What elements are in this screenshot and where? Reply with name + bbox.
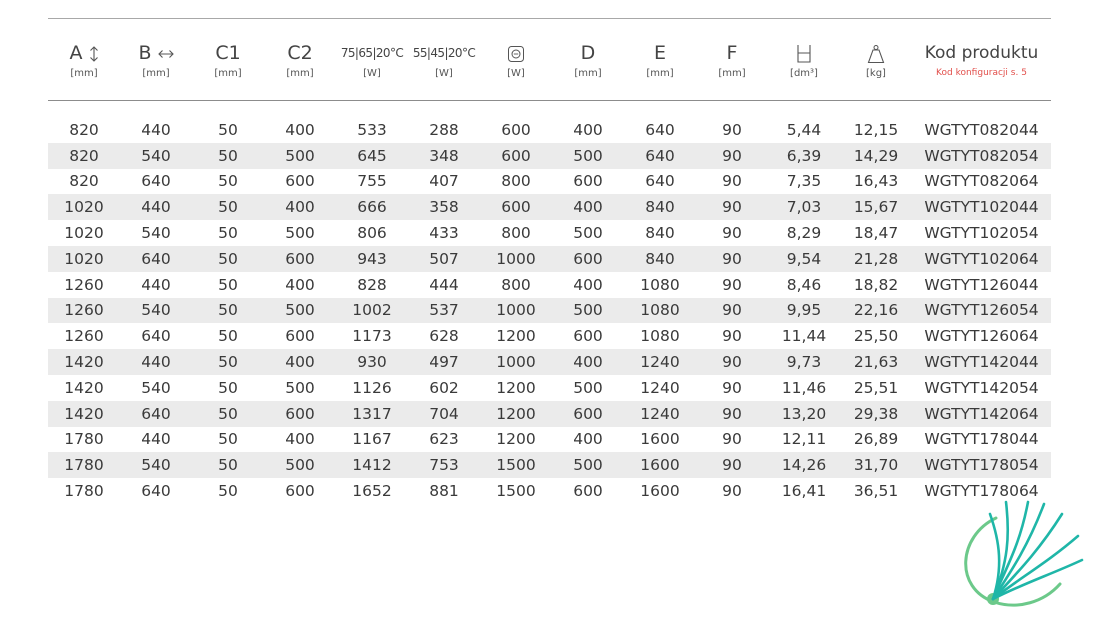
- col-header-power-75-unit: [W]: [363, 68, 381, 79]
- table-cell: 13,20: [768, 401, 840, 427]
- table-cell: 444: [429, 275, 459, 294]
- table-row: [48, 323, 1051, 349]
- col-header-volume: [768, 40, 840, 101]
- col-header-c1-unit: [mm]: [214, 68, 242, 79]
- table-cell: 288: [429, 120, 459, 139]
- col-header-c2-label: C2: [287, 42, 313, 64]
- table-cell: 1652: [352, 482, 392, 501]
- table-cell: 500: [573, 378, 603, 397]
- table-cell: 400: [264, 349, 336, 375]
- table-cell: 507: [408, 246, 480, 272]
- table-cell: 1080: [640, 327, 680, 346]
- table-cell: 400: [573, 120, 603, 139]
- table-cell: 800: [501, 275, 531, 294]
- table-cell: 25,50: [853, 327, 899, 346]
- col-header-weight: [840, 40, 912, 101]
- table-cell: 1317: [336, 401, 408, 427]
- col-header-power-75-label: 75|65|20°C: [340, 46, 404, 60]
- col-header-power-55-unit: [W]: [435, 68, 453, 79]
- table-cell: 640: [141, 482, 171, 501]
- table-cell: WGTYT126054: [912, 298, 1051, 324]
- col-header-power-75: [336, 40, 408, 101]
- col-header-b-label: B: [138, 42, 152, 64]
- table-cell: 806: [357, 224, 387, 243]
- table-cell: 1200: [496, 378, 536, 397]
- table-cell: 90: [722, 430, 742, 449]
- table-cell: 50: [218, 275, 238, 294]
- table-cell: 600: [264, 401, 336, 427]
- table-cell: WGTYT102064: [912, 246, 1051, 272]
- table-cell: 90: [722, 378, 742, 397]
- col-header-power-55: [408, 40, 480, 101]
- col-header-b: [120, 40, 192, 101]
- table-cell: 50: [218, 120, 238, 139]
- product-dimensions-table: [48, 40, 1051, 504]
- table-cell: 1000: [480, 246, 552, 272]
- table-cell: WGTYT102054: [924, 224, 1039, 243]
- table-row: [48, 452, 1051, 478]
- table-cell: 22,16: [840, 298, 912, 324]
- col-header-e-unit: [mm]: [646, 68, 674, 79]
- table-cell: 12,11: [781, 430, 827, 449]
- table-cell: 400: [264, 194, 336, 220]
- table-cell: 840: [645, 224, 675, 243]
- table-cell: 400: [552, 194, 624, 220]
- updown-arrow-icon: [89, 46, 99, 62]
- col-header-d-label: D: [580, 42, 596, 64]
- table-cell: 820: [69, 120, 99, 139]
- table-cell: 640: [624, 143, 696, 169]
- table-row: [48, 375, 1051, 401]
- table-cell: 400: [285, 275, 315, 294]
- table-cell: 600: [480, 194, 552, 220]
- col-header-e: [624, 40, 696, 101]
- table-cell: 640: [141, 327, 171, 346]
- table-cell: 500: [285, 378, 315, 397]
- table-cell: 628: [429, 327, 459, 346]
- table-cell: 500: [573, 224, 603, 243]
- col-header-heater: [480, 40, 552, 101]
- table-cell: 8,29: [786, 224, 822, 243]
- table-cell: 50: [192, 246, 264, 272]
- table-cell: 433: [429, 224, 459, 243]
- table-cell: 5,44: [786, 120, 822, 139]
- table-cell: 1420: [48, 349, 120, 375]
- table-cell: 640: [120, 246, 192, 272]
- table-cell: 50: [218, 482, 238, 501]
- table-cell: 828: [357, 275, 387, 294]
- table-row: [48, 349, 1051, 375]
- table-cell: 753: [408, 452, 480, 478]
- top-rule: [48, 18, 1051, 19]
- table-cell: 600: [501, 120, 531, 139]
- table-cell: 1080: [624, 298, 696, 324]
- table-row: [48, 169, 1051, 195]
- table-row: [48, 298, 1051, 324]
- table-cell: 26,89: [853, 430, 899, 449]
- table-cell: 840: [624, 246, 696, 272]
- table-cell: 348: [408, 143, 480, 169]
- col-header-e-label: E: [653, 42, 666, 64]
- col-header-c2: [264, 40, 336, 101]
- table-cell: 800: [501, 172, 531, 191]
- table-cell: WGTYT102044: [912, 194, 1051, 220]
- table-cell: 25,51: [853, 378, 899, 397]
- table-cell: 90: [722, 275, 742, 294]
- table-cell: 600: [552, 246, 624, 272]
- table-cell: 50: [218, 430, 238, 449]
- table-cell: 90: [722, 120, 742, 139]
- table-cell: 600: [552, 401, 624, 427]
- table-cell: 500: [552, 298, 624, 324]
- table-cell: 640: [141, 172, 171, 191]
- table-cell: 1200: [496, 327, 536, 346]
- table-cell: 90: [722, 327, 742, 346]
- table-cell: 440: [120, 194, 192, 220]
- table-cell: 36,51: [853, 482, 899, 501]
- table-cell: 11,44: [781, 327, 827, 346]
- table-cell: 930: [336, 349, 408, 375]
- table-cell: 18,47: [853, 224, 899, 243]
- table-cell: 440: [120, 349, 192, 375]
- table-cell: 500: [264, 298, 336, 324]
- table-cell: 50: [218, 172, 238, 191]
- table-cell: 600: [573, 327, 603, 346]
- table-cell: 540: [120, 143, 192, 169]
- col-header-power-55-label: 55|45|20°C: [412, 46, 476, 60]
- table-cell: WGTYT082044: [924, 120, 1039, 139]
- table-row: [48, 143, 1051, 169]
- table-cell: 1240: [640, 378, 680, 397]
- table-cell: 704: [408, 401, 480, 427]
- table-cell: 1200: [496, 430, 536, 449]
- col-header-f-label: F: [726, 42, 738, 64]
- table-cell: 90: [696, 349, 768, 375]
- col-header-c1-label: C1: [215, 42, 241, 64]
- table-cell: 90: [722, 224, 742, 243]
- table-cell: WGTYT142054: [924, 378, 1039, 397]
- table-cell: 90: [696, 298, 768, 324]
- product-table-container: [48, 40, 1051, 504]
- table-cell: 600: [573, 482, 603, 501]
- table-cell: 1020: [48, 246, 120, 272]
- table-cell: 1780: [64, 430, 104, 449]
- table-row: [48, 194, 1051, 220]
- table-cell: 943: [336, 246, 408, 272]
- table-cell: 50: [218, 224, 238, 243]
- table-cell: 440: [141, 430, 171, 449]
- table-row: [48, 117, 1051, 143]
- col-header-c2-unit: [mm]: [286, 68, 314, 79]
- table-cell: 50: [192, 194, 264, 220]
- col-header-b-unit: [mm]: [142, 68, 170, 79]
- col-header-heater-unit: [W]: [507, 68, 525, 79]
- table-cell: 600: [285, 172, 315, 191]
- table-cell: WGTYT126064: [924, 327, 1039, 346]
- header-spacer: [48, 101, 1051, 118]
- table-cell: 7,35: [786, 172, 822, 191]
- table-cell: 1240: [624, 401, 696, 427]
- table-cell: 12,15: [853, 120, 899, 139]
- table-cell: 1260: [48, 298, 120, 324]
- table-cell: 1412: [336, 452, 408, 478]
- table-row: [48, 272, 1051, 298]
- table-cell: WGTYT178044: [924, 430, 1039, 449]
- col-header-f-unit: [mm]: [718, 68, 746, 79]
- table-cell: 9,54: [768, 246, 840, 272]
- table-cell: 840: [624, 194, 696, 220]
- table-cell: 600: [480, 143, 552, 169]
- table-cell: WGTYT082054: [912, 143, 1051, 169]
- table-cell: 400: [573, 275, 603, 294]
- table-cell: 1002: [336, 298, 408, 324]
- table-cell: WGTYT142064: [912, 401, 1051, 427]
- table-cell: 18,82: [853, 275, 899, 294]
- table-cell: 820: [69, 172, 99, 191]
- table-cell: 1600: [640, 430, 680, 449]
- table-cell: 540: [141, 224, 171, 243]
- table-cell: 640: [645, 120, 675, 139]
- table-cell: 358: [408, 194, 480, 220]
- table-body: [48, 101, 1051, 504]
- col-header-d-unit: [mm]: [574, 68, 602, 79]
- table-cell: 90: [696, 401, 768, 427]
- col-header-f: [696, 40, 768, 101]
- table-cell: 1600: [624, 452, 696, 478]
- table-cell: 1260: [64, 327, 104, 346]
- table-cell: 1500: [480, 452, 552, 478]
- table-cell: 600: [285, 482, 315, 501]
- table-cell: 1780: [64, 482, 104, 501]
- table-row: [48, 427, 1051, 453]
- table-cell: 1167: [352, 430, 392, 449]
- table-cell: 440: [141, 275, 171, 294]
- table-cell: 1260: [64, 275, 104, 294]
- table-cell: 400: [552, 349, 624, 375]
- table-cell: 500: [552, 143, 624, 169]
- table-cell: 21,63: [840, 349, 912, 375]
- table-cell: 90: [696, 143, 768, 169]
- table-cell: 600: [264, 246, 336, 272]
- table-cell: 400: [285, 120, 315, 139]
- table-cell: 820: [48, 143, 120, 169]
- table-cell: 21,28: [840, 246, 912, 272]
- col-header-product-code: [912, 40, 1051, 101]
- table-cell: WGTYT126044: [924, 275, 1039, 294]
- table-cell: 8,46: [786, 275, 822, 294]
- table-cell: 9,95: [768, 298, 840, 324]
- table-cell: WGTYT142044: [912, 349, 1051, 375]
- brand-logo: [948, 484, 1088, 614]
- table-cell: 1126: [352, 378, 392, 397]
- table-cell: 533: [357, 120, 387, 139]
- table-row: [48, 401, 1051, 427]
- table-cell: 640: [645, 172, 675, 191]
- table-cell: 1000: [480, 349, 552, 375]
- table-cell: 14,26: [768, 452, 840, 478]
- table-cell: 1420: [48, 401, 120, 427]
- table-cell: WGTYT178054: [912, 452, 1051, 478]
- table-cell: 407: [429, 172, 459, 191]
- table-cell: 1020: [48, 194, 120, 220]
- table-cell: 14,29: [840, 143, 912, 169]
- table-cell: 1000: [480, 298, 552, 324]
- table-cell: 50: [218, 378, 238, 397]
- col-header-d: [552, 40, 624, 101]
- col-header-c1: [192, 40, 264, 101]
- table-cell: 623: [429, 430, 459, 449]
- table-cell: 50: [192, 401, 264, 427]
- table-cell: 6,39: [768, 143, 840, 169]
- table-cell: 500: [552, 452, 624, 478]
- table-cell: 9,73: [768, 349, 840, 375]
- table-row: [48, 220, 1051, 246]
- table-cell: 600: [285, 327, 315, 346]
- table-cell: 602: [429, 378, 459, 397]
- table-cell: 31,70: [840, 452, 912, 478]
- table-cell: 600: [573, 172, 603, 191]
- table-cell: 16,43: [853, 172, 899, 191]
- table-cell: 90: [696, 246, 768, 272]
- table-cell: 90: [696, 452, 768, 478]
- table-cell: 50: [192, 143, 264, 169]
- table-cell: 50: [218, 327, 238, 346]
- table-cell: 500: [285, 224, 315, 243]
- table-header-row: [48, 40, 1051, 101]
- col-header-product-code-sub: Kod konfiguracji s. 5: [936, 68, 1027, 78]
- table-cell: 7,03: [768, 194, 840, 220]
- table-cell: 640: [120, 401, 192, 427]
- table-cell: 540: [141, 378, 171, 397]
- table-cell: 537: [408, 298, 480, 324]
- table-cell: 11,46: [781, 378, 827, 397]
- heating-element-icon: [507, 45, 525, 63]
- table-cell: 666: [336, 194, 408, 220]
- table-cell: 540: [120, 298, 192, 324]
- table-cell: 645: [336, 143, 408, 169]
- table-cell: 1200: [480, 401, 552, 427]
- table-cell: 1600: [640, 482, 680, 501]
- weight-icon: [867, 44, 885, 64]
- table-cell: 800: [501, 224, 531, 243]
- table-cell: 29,38: [840, 401, 912, 427]
- table-cell: 440: [141, 120, 171, 139]
- table-row: [48, 246, 1051, 272]
- table-cell: 755: [357, 172, 387, 191]
- table-cell: 1420: [64, 378, 104, 397]
- col-header-weight-unit: [kg]: [866, 68, 886, 79]
- leftright-arrow-icon: [158, 49, 174, 59]
- table-cell: 400: [573, 430, 603, 449]
- table-cell: 1240: [624, 349, 696, 375]
- table-cell: 1173: [352, 327, 392, 346]
- col-header-a-label: A: [69, 42, 83, 64]
- table-cell: 90: [722, 172, 742, 191]
- table-cell: 50: [192, 349, 264, 375]
- col-header-volume-unit: [dm³]: [790, 68, 818, 79]
- table-cell: 500: [264, 452, 336, 478]
- table-cell: 16,41: [781, 482, 827, 501]
- table-cell: 90: [722, 482, 742, 501]
- table-cell: 1020: [64, 224, 104, 243]
- table-cell: 1780: [48, 452, 120, 478]
- table-cell: 15,67: [840, 194, 912, 220]
- table-cell: 50: [192, 298, 264, 324]
- table-cell: 90: [696, 194, 768, 220]
- table-cell: 497: [408, 349, 480, 375]
- water-volume-icon: [796, 44, 812, 64]
- table-cell: 50: [192, 452, 264, 478]
- table-cell: 1080: [640, 275, 680, 294]
- col-header-a: [48, 40, 120, 101]
- table-cell: 400: [285, 430, 315, 449]
- table-cell: 540: [120, 452, 192, 478]
- table-row: [48, 478, 1051, 504]
- table-cell: WGTYT082064: [924, 172, 1039, 191]
- table-cell: WGTYT178064: [924, 482, 1039, 501]
- table-cell: 1500: [496, 482, 536, 501]
- table-cell: 881: [429, 482, 459, 501]
- table-cell: 500: [264, 143, 336, 169]
- col-header-product-code-label: Kod produktu: [924, 43, 1039, 63]
- col-header-a-unit: [mm]: [70, 68, 98, 79]
